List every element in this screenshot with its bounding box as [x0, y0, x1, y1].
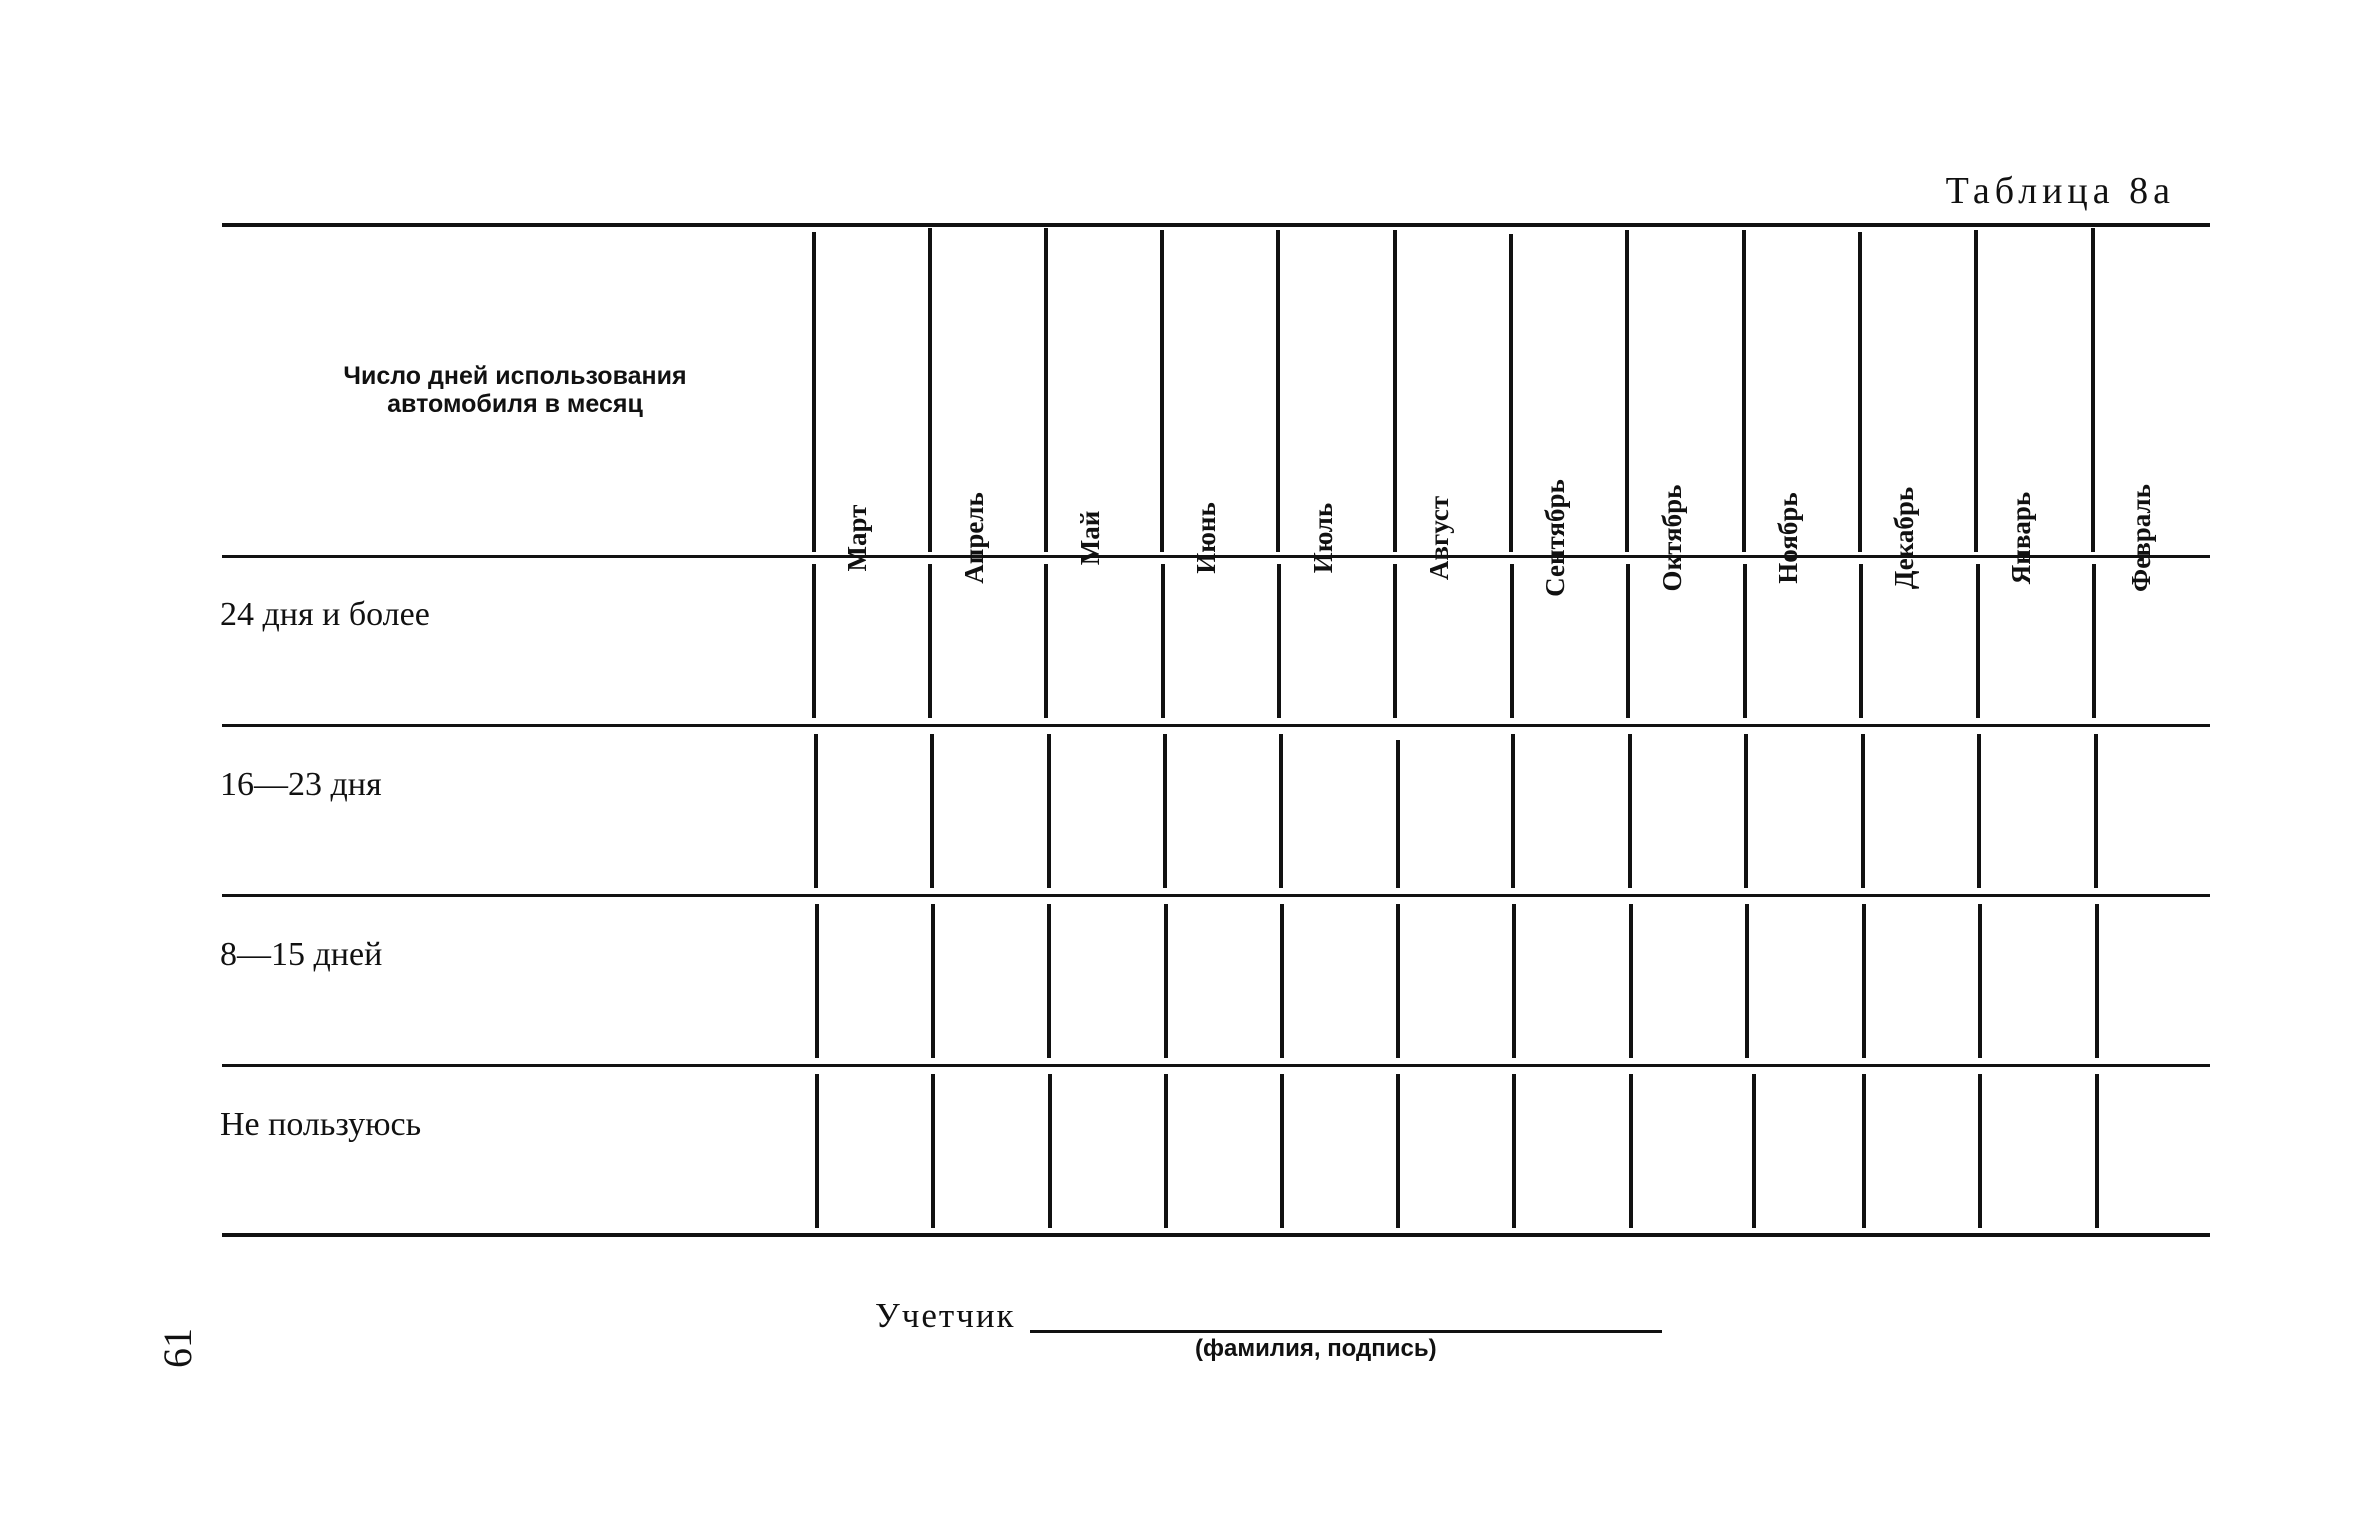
column-line — [2094, 734, 2098, 888]
column-line — [1279, 734, 1283, 888]
column-line — [1396, 904, 1400, 1058]
column-line — [1625, 230, 1629, 552]
column-line — [815, 904, 819, 1058]
column-line — [930, 734, 934, 888]
signature-line — [1030, 1330, 1662, 1333]
row-divider — [222, 1064, 2210, 1067]
page-number: 61 — [155, 1328, 200, 1368]
column-line — [1511, 734, 1515, 888]
column-line — [1393, 564, 1397, 718]
row-label-not-using: Не пользуюсь — [220, 1106, 422, 1143]
column-line — [1978, 904, 1982, 1058]
month-label: Ноябрь — [1773, 492, 1803, 584]
column-line — [1743, 564, 1747, 718]
column-line — [931, 1074, 935, 1228]
row-label-24-plus: 24 дня и более — [220, 596, 430, 633]
column-line — [1512, 904, 1516, 1058]
month-label: Апрель — [959, 492, 989, 584]
month-label: Февраль — [2126, 484, 2156, 592]
month-label: Январь — [2006, 491, 2036, 585]
column-line — [1628, 734, 1632, 888]
column-line — [812, 232, 816, 552]
column-line — [812, 564, 816, 718]
column-line — [1276, 230, 1280, 552]
signature-label: Учетчик — [875, 1296, 1016, 1335]
column-line — [1742, 230, 1746, 552]
column-line — [1861, 734, 1865, 888]
column-line — [1976, 564, 1980, 718]
column-line — [1977, 734, 1981, 888]
column-line — [1396, 740, 1400, 888]
month-label: Март — [842, 504, 872, 572]
column-line — [1163, 734, 1167, 888]
month-label: Октябрь — [1657, 484, 1687, 592]
row-divider — [222, 894, 2210, 897]
month-label: Июнь — [1191, 502, 1221, 574]
column-line — [2095, 904, 2099, 1058]
month-label: Июль — [1308, 502, 1338, 574]
column-line — [1862, 904, 1866, 1058]
column-line — [1862, 1074, 1866, 1228]
column-line — [1752, 1074, 1756, 1228]
column-line — [1745, 904, 1749, 1058]
column-line — [2091, 228, 2095, 552]
column-line — [928, 564, 932, 718]
column-line — [1510, 564, 1514, 718]
column-line — [815, 1074, 819, 1228]
column-line — [1858, 232, 1862, 552]
column-line — [1626, 564, 1630, 718]
table-top-rule — [222, 223, 2210, 227]
column-line — [1512, 1074, 1516, 1228]
column-line — [1396, 1074, 1400, 1228]
month-label: Декабрь — [1889, 486, 1919, 590]
column-line — [814, 734, 818, 888]
column-line — [1393, 230, 1397, 552]
row-header: Число дней использования автомобиля в месяц — [343, 362, 687, 418]
month-label: Сентябрь — [1540, 479, 1570, 597]
table-title: Таблица 8а — [1945, 170, 2175, 212]
column-line — [1509, 234, 1513, 552]
column-line — [1044, 228, 1048, 552]
column-line — [1280, 1074, 1284, 1228]
signature-hint: (фамилия, подпись) — [1195, 1335, 1437, 1362]
column-line — [1047, 904, 1051, 1058]
column-line — [1629, 904, 1633, 1058]
row-label-16-23: 16—23 дня — [220, 766, 382, 803]
column-line — [1974, 230, 1978, 552]
column-line — [1277, 564, 1281, 718]
month-label: Май — [1075, 510, 1105, 566]
column-line — [2095, 1074, 2099, 1228]
column-line — [1629, 1074, 1633, 1228]
column-line — [1160, 230, 1164, 552]
column-line — [1978, 1074, 1982, 1228]
column-line — [928, 228, 932, 552]
column-line — [1859, 564, 1863, 718]
column-line — [1161, 564, 1165, 718]
column-line — [1164, 1074, 1168, 1228]
column-line — [1048, 1074, 1052, 1228]
column-line — [931, 904, 935, 1058]
column-line — [1044, 564, 1048, 718]
row-label-8-15: 8—15 дней — [220, 936, 383, 973]
column-line — [1280, 904, 1284, 1058]
row-divider — [222, 724, 2210, 727]
column-line — [1744, 734, 1748, 888]
table-bottom-rule — [222, 1233, 2210, 1237]
column-line — [1047, 734, 1051, 888]
month-label: Август — [1424, 495, 1454, 581]
column-line — [2092, 564, 2096, 718]
column-line — [1164, 904, 1168, 1058]
